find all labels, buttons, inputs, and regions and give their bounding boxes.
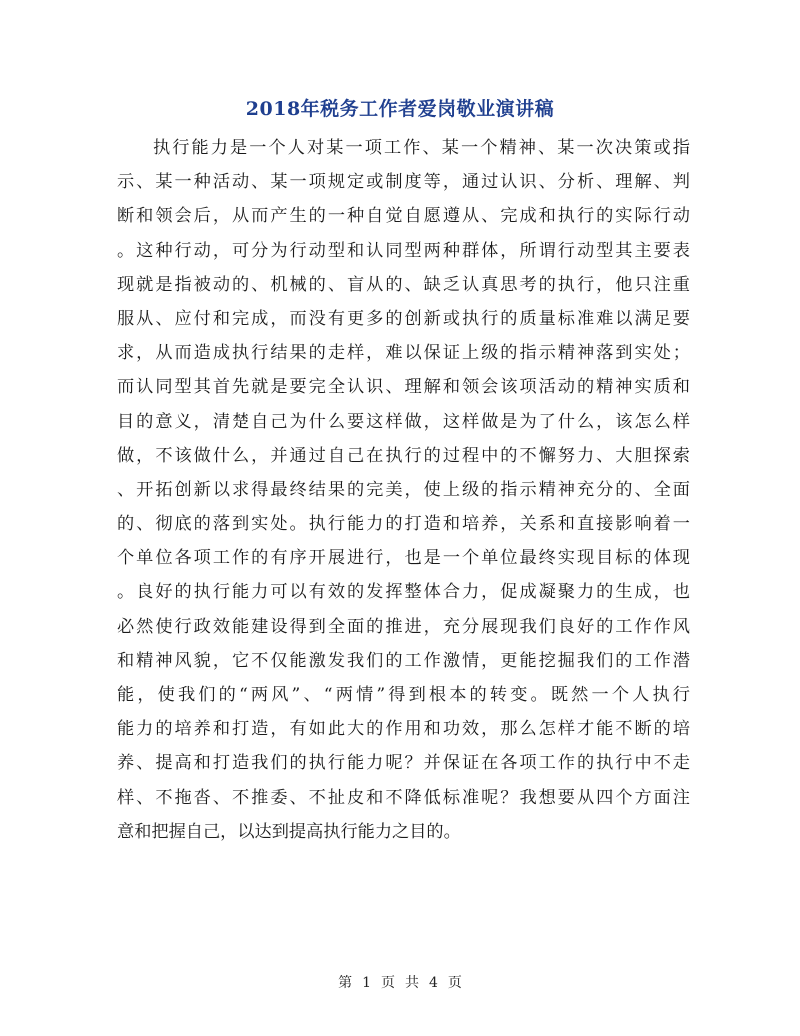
document-body xyxy=(117,131,690,849)
body-line: 个单位各项工作的有序开展进行，也是一个单位最终实现目标的体现 xyxy=(117,548,690,569)
total-pages: 4 xyxy=(429,975,438,991)
body-line: 样、不拖沓、不推委、不扯皮和不降低标准呢？我想要从四个方面注 xyxy=(117,787,690,808)
body-line: 能力的培养和打造，有如此大的作用和功效，那么怎样才能不断的培 xyxy=(117,719,690,740)
total-label: 共 xyxy=(405,975,419,991)
body-line: 。良好的执行能力可以有效的发挥整体合力，促成凝聚力的生成，也 xyxy=(117,582,690,603)
page-label-suffix: 页 xyxy=(447,975,462,991)
body-line: 和精神风貌，它不仅能激发我们的工作激情，更能挖掘我们的工作潜 xyxy=(117,650,690,671)
document-title: 2018年税务工作者爱岗敬业演讲稿 xyxy=(245,98,555,120)
body-line: 、开拓创新以求得最终结果的完美，使上级的指示精神充分的、全面 xyxy=(117,479,690,500)
body-line: 求，从而造成执行结果的走样，难以保证上级的指示精神落到实处； xyxy=(117,343,690,364)
page-label-mid: 页 xyxy=(381,975,395,991)
body-line: 目的意义，清楚自己为什么要这样做，这样做是为了什么，该怎么样 xyxy=(117,411,690,432)
body-line: 而认同型其首先就是要完全认识、理解和领会该项活动的精神实质和 xyxy=(117,377,690,398)
page-label-prefix: 第 xyxy=(338,975,353,991)
page-footer xyxy=(0,972,800,992)
body-line: 养、提高和打造我们的执行能力呢？并保证在各项工作的执行中不走 xyxy=(117,753,690,774)
body-line: 能，使我们的“两风”、“两情”得到根本的转变。既然一个人执行 xyxy=(117,685,690,705)
body-line: 必然使行政效能建设得到全面的推进，充分展现我们良好的工作作风 xyxy=(117,616,690,637)
body-line: 服从、应付和完成，而没有更多的创新或执行的质量标准难以满足要 xyxy=(117,308,690,329)
body-line: 示、某一种活动、某一项规定或制度等，通过认识、分析、理解、判 xyxy=(117,172,690,193)
body-line: 意和把握自己，以达到提高执行能力之目的。 xyxy=(117,821,461,842)
page-number: 1 xyxy=(362,975,371,991)
body-line: 。这种行动，可分为行动型和认同型两种群体，所谓行动型其主要表 xyxy=(117,240,690,261)
body-line: 断和领会后，从而产生的一种自觉自愿遵从、完成和执行的实际行动 xyxy=(117,206,690,227)
body-line: 执行能力是一个人对某一项工作、某一个精神、某一次决策或指 xyxy=(153,138,690,158)
body-line: 做，不该做什么，并通过自己在执行的过程中的不懈努力、大胆探索 xyxy=(117,445,690,466)
body-line: 的、彻底的落到实处。执行能力的打造和培养，关系和直接影响着一 xyxy=(117,514,690,535)
body-line: 现就是指被动的、机械的、盲从的、缺乏认真思考的执行，他只注重 xyxy=(117,274,690,295)
